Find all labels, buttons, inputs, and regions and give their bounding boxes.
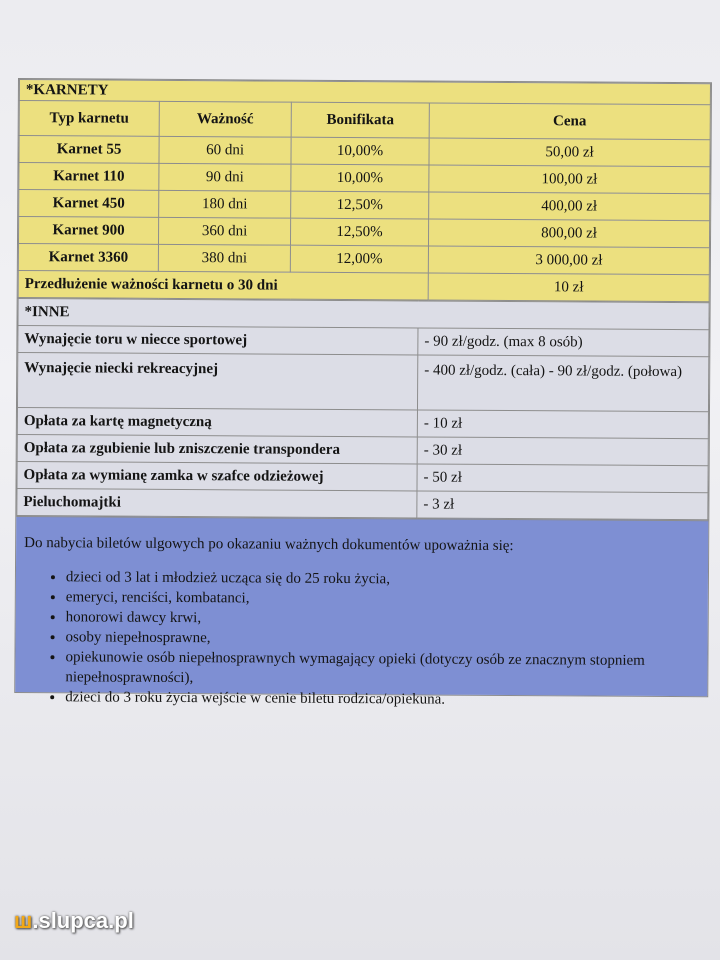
list-item: • osoby niepełnosprawne, [66,627,688,651]
service-price: - 30 zł [417,437,708,466]
service-label: Wynajęcie niecki rekreacyjnej [17,353,417,410]
karnet-price: 3 000,00 zł [428,246,709,275]
discount-list [23,567,688,711]
table-row [18,244,709,275]
karnet-type: Karnet 110 [19,163,159,191]
karnet-validity: 180 dni [159,190,291,218]
extension-label: Przedłużenie ważności karnetu o 30 dni [18,271,428,301]
table-row [18,326,709,357]
extension-row [18,271,709,302]
karnet-discount: 10,00% [291,137,429,165]
header-waznosc: Ważność [159,101,291,137]
karnet-price: 100,00 zł [429,165,710,194]
table-row [17,462,708,493]
karnet-price: 400,00 zł [429,192,710,221]
watermark-logo [14,908,134,934]
table-row [19,136,710,167]
header-typ: Typ karnetu [19,101,159,137]
karnet-type: Karnet 55 [19,136,159,164]
table-row [18,217,709,248]
karnet-discount: 10,00% [291,164,429,192]
list-item: • dzieci do 3 roku życia wejście w cenie biletu rodzica/opiekuna. [65,687,687,711]
table-row [17,489,708,520]
karnet-type: Karnet 900 [18,217,158,245]
service-label: Pieluchomajtki [17,489,417,518]
table-row [17,353,708,412]
karnety-section-title: *KARNETY [19,80,710,105]
header-cena: Cena [429,103,710,140]
service-price: - 50 zł [417,464,708,493]
service-label: Opłata za kartę magnetyczną [17,408,417,437]
table-row [17,408,708,439]
list-item: • opiekunowie osób niepełnosprawnych wymagający opieki (dotyczy osób ze znacznym stopniem niepełnosprawności), [65,647,687,691]
service-price: - 3 zł [417,491,708,520]
karnety-table [18,79,711,302]
karnet-type: Karnet 450 [19,190,159,218]
service-price: - 400 zł/godz. (cała) - 90 zł/godz. (połowa) [417,355,708,412]
logo-mark-icon: ш [14,908,33,933]
karnet-discount: 12,00% [290,245,428,273]
service-label: Wynajęcie toru w niecce sportowej [18,326,418,355]
discount-info-panel [15,516,708,708]
karnet-validity: 360 dni [158,217,290,245]
karnet-discount: 12,50% [291,191,429,219]
table-row [19,163,710,194]
table-row [17,435,708,466]
karnet-price: 800,00 zł [428,219,709,248]
karnet-validity: 380 dni [158,244,290,272]
karnet-validity: 90 dni [159,163,291,191]
karnet-type: Karnet 3360 [18,244,158,272]
service-label: Opłata za wymianę zamka w szafce odzieżowej [17,462,417,491]
logo-text: .slupca.pl [32,908,134,933]
inne-section-title: *INNE [18,299,709,330]
service-price: - 90 zł/godz. (max 8 osób) [418,328,709,357]
karnet-validity: 60 dni [159,136,291,164]
header-bonifikata: Bonifikata [291,102,429,138]
table-row [19,190,710,221]
list-item: • emeryci, renciści, kombatanci, [66,587,688,611]
price-list-sheet [14,78,712,708]
discount-intro: Do nabycia biletów ulgowych po okazaniu ważnych dokumentów upoważnia się: [24,535,514,555]
karnet-discount: 12,50% [290,218,428,246]
list-item: • dzieci od 3 lat i młodzież ucząca się do 25 roku życia, [66,567,688,591]
service-label: Opłata za zgubienie lub zniszczenie transpondera [17,435,417,464]
karnet-price: 50,00 zł [429,138,710,167]
inne-table [16,298,709,520]
list-item: • honorowi dawcy krwi, [66,607,688,631]
extension-price: 10 zł [428,273,709,302]
service-price: - 10 zł [417,410,708,439]
